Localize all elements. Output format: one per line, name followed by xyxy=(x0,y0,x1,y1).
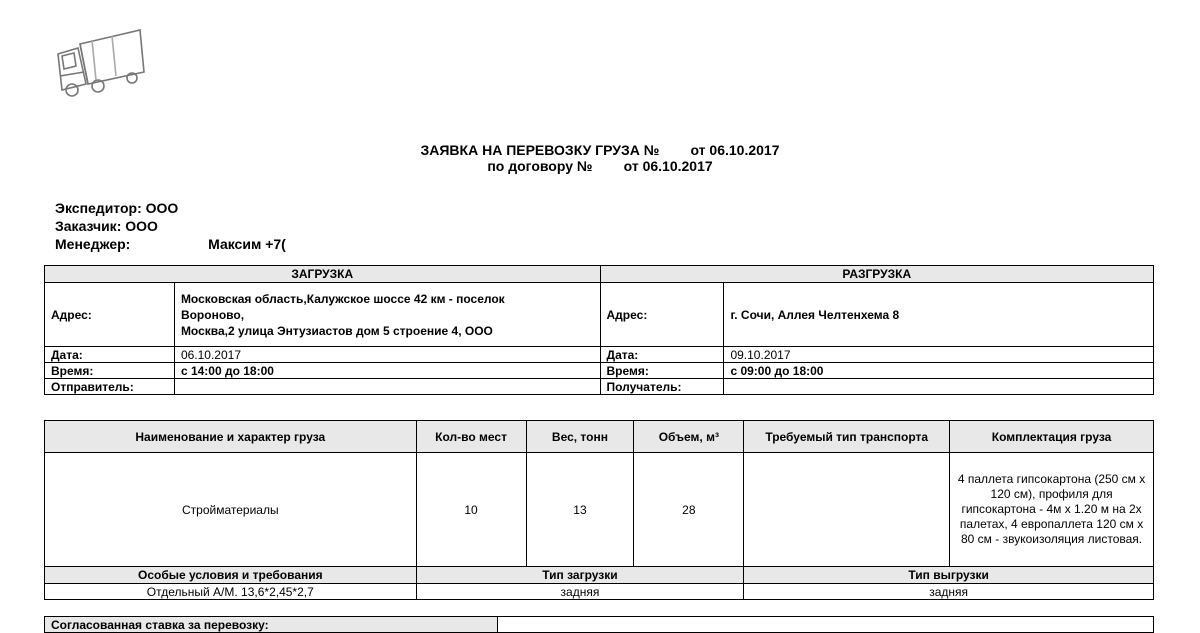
cargo-transport-header: Требуемый тип транспорта xyxy=(744,421,950,453)
load-type-header: Тип загрузки xyxy=(416,567,744,584)
rate-table xyxy=(44,616,1154,633)
load-type-value: задняя xyxy=(416,584,744,600)
loading-date: 06.10.2017 xyxy=(174,347,600,363)
special-conditions-value: Отдельный А/М. 13,6*2,45*2,7 xyxy=(45,584,417,600)
unload-type-header: Тип выгрузки xyxy=(744,567,1154,584)
unload-type-value: задняя xyxy=(744,584,1154,600)
cargo-name-header: Наименование и характер груза xyxy=(45,421,417,453)
unloading-address-label: Адрес: xyxy=(600,283,724,347)
cargo-weight: 13 xyxy=(526,453,634,567)
loading-address-line-1: Московская область,Калужское шоссе 42 км - поселок xyxy=(180,291,505,306)
rate-value xyxy=(498,617,1154,633)
route-table xyxy=(44,265,1154,395)
title-line-2: по договору № от 06.10.2017 xyxy=(487,158,713,174)
cargo-places-header: Кол-во мест xyxy=(416,421,526,453)
cargo-transport xyxy=(744,453,950,567)
unloading-date-label: Дата: xyxy=(600,347,724,363)
cargo-table xyxy=(44,420,1154,600)
loading-time: с 14:00 до 18:00 xyxy=(174,363,600,379)
customer-line: Заказчик: ООО xyxy=(55,218,158,234)
loading-date-label: Дата: xyxy=(45,347,175,363)
unloading-time: с 09:00 до 18:00 xyxy=(724,363,1154,379)
unloading-date: 09.10.2017 xyxy=(724,347,1154,363)
parties-block xyxy=(55,199,286,253)
document-title xyxy=(0,142,1200,174)
loading-header: ЗАГРУЗКА xyxy=(45,266,601,283)
unloading-header: РАЗГРУЗКА xyxy=(600,266,1153,283)
rate-label: Согласованная ставка за перевозку: xyxy=(45,617,498,633)
cargo-weight-header: Вес, тонн xyxy=(526,421,634,453)
loading-address-line-3: Москва,2 улица Энтузиастов дом 5 строение 4, ООО xyxy=(180,323,493,338)
sender-label: Отправитель: xyxy=(45,379,175,395)
cargo-volume: 28 xyxy=(634,453,744,567)
special-conditions-header: Особые условия и требования xyxy=(45,567,417,584)
unloading-address: г. Сочи, Аллея Челтенхема 8 xyxy=(724,283,1154,347)
loading-address-line-2: Вороново, xyxy=(180,307,245,322)
truck-logo-icon xyxy=(52,26,148,106)
loading-time-label: Время: xyxy=(45,363,175,379)
receiver-value xyxy=(724,379,1154,395)
cargo-name: Стройматериалы xyxy=(45,453,417,567)
forwarder-line: Экспедитор: ООО xyxy=(55,200,179,216)
cargo-volume-header: Объем, м³ xyxy=(634,421,744,453)
cargo-places: 10 xyxy=(416,453,526,567)
sender-value xyxy=(174,379,600,395)
unloading-time-label: Время: xyxy=(600,363,724,379)
loading-address-label: Адрес: xyxy=(45,283,175,347)
receiver-label: Получатель: xyxy=(600,379,724,395)
manager-line: Менеджер: Максим +7( xyxy=(55,236,286,252)
loading-address xyxy=(174,283,600,347)
cargo-packing-header: Комплектация груза xyxy=(950,421,1154,453)
cargo-packing: 4 паллета гипсокартона (250 см х 120 см), профиля для гипсокартона - 4м х 1.20 м на 2х палетах, 4 европаллета 120 см х 80 см - звукоизоляция листовая. xyxy=(950,453,1154,567)
title-line-1: ЗАЯВКА НА ПЕРЕВОЗКУ ГРУЗА № от 06.10.2017 xyxy=(420,142,780,158)
